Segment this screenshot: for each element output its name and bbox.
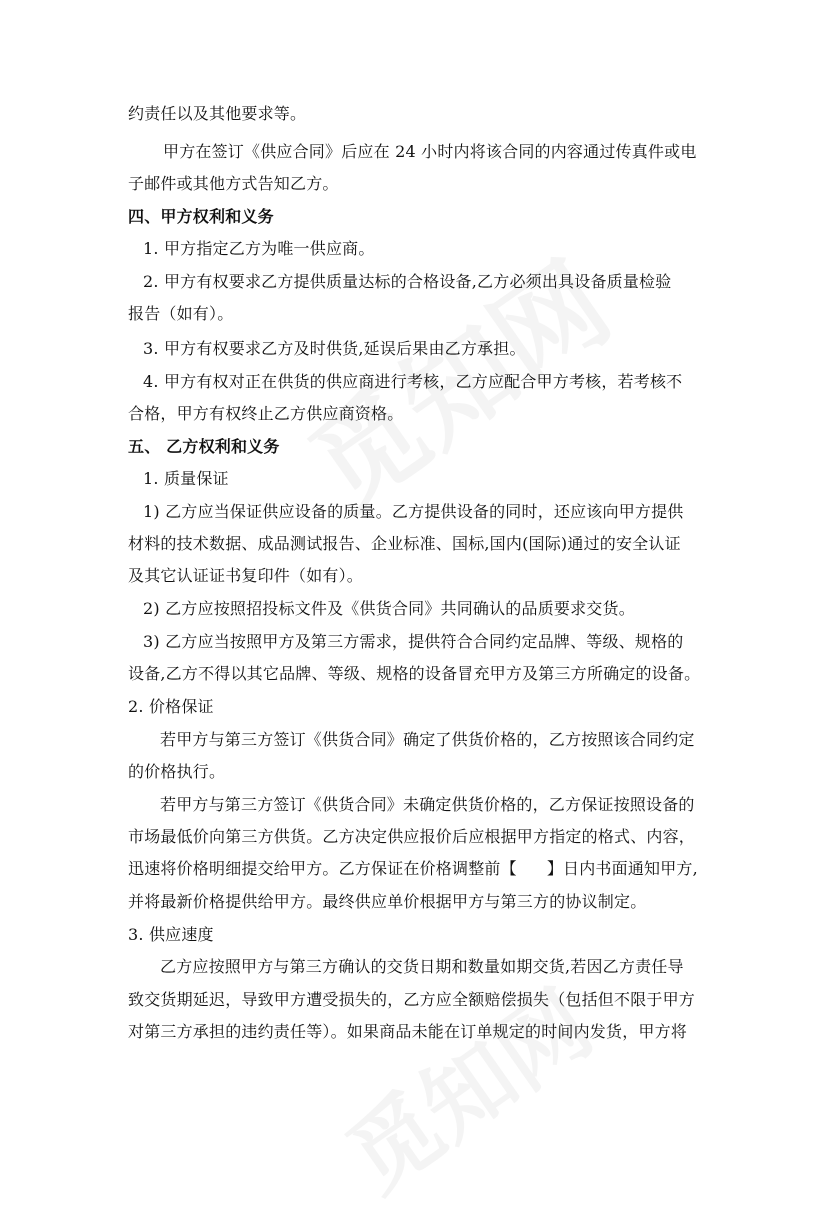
paragraph-line: 子邮件或其他方式告知乙方。 [128,174,339,193]
paragraph-line: 材料的技术数据、成品测试报告、企业标准、国标,国内(国际)通过的安全认证 [128,534,681,553]
paragraph-line: 及其它认证证书复印件（如有）。 [128,566,364,585]
section-heading-5: 五、 乙方权利和义务 [128,437,280,456]
paragraph-line: 对第三方承担的违约责任等）。如果商品未能在订单规定的时间内发货，甲方将 [128,1022,688,1041]
list-item: 2) 乙方应按照招投标文件及《供货合同》共同确认的品质要求交货。 [143,599,635,618]
paragraph-line: 乙方应按照甲方与第三方确认的交货日期和数量如期交货,若因乙方责任导 [160,957,684,976]
subsection-heading: 1. 质量保证 [143,469,229,488]
paragraph-line: 并将最新价格提供给甲方。最终供应单价根据甲方与第三方的协议制定。 [128,892,647,911]
list-item: 3. 甲方有权要求乙方及时供货,延误后果由乙方承担。 [143,339,526,358]
paragraph-line: 报告（如有）。 [128,304,234,323]
paragraph-line: 的价格执行。 [128,762,226,781]
list-item: 1. 甲方指定乙方为唯一供应商。 [143,239,375,258]
subsection-heading: 3. 供应速度 [128,925,214,944]
paragraph-line [128,859,698,879]
paragraph-line-part: 迅速将价格明细提交给甲方。乙方保证在价格调整前【 [128,859,517,878]
paragraph-line: 合格，甲方有权终止乙方供应商资格。 [128,404,404,423]
paragraph-line: 市场最低价向第三方供货。乙方决定供应报价后应根据甲方指定的格式、内容， [128,827,696,846]
list-item: 4. 甲方有权对正在供货的供应商进行考核，乙方应配合甲方考核，若考核不 [143,372,683,391]
paragraph-line: 设备,乙方不得以其它品牌、等级、规格的设备冒充甲方及第三方所确定的设备。 [128,664,701,683]
list-item: 1) 乙方应当保证供应设备的质量。乙方提供设备的同时，还应该向甲方提供 [143,502,684,521]
paragraph-line: 致交货期延迟，导致甲方遭受损失的，乙方应全额赔偿损失（包括但不限于甲方 [128,990,696,1009]
paragraph-line: 若甲方与第三方签订《供货合同》确定了供货价格的，乙方按照该合同约定 [160,730,695,749]
subsection-heading: 2. 价格保证 [128,697,214,716]
list-item: 3) 乙方应当按照甲方及第三方需求，提供符合合同约定品牌、等级、规格的 [143,632,684,651]
paragraph-line: 约责任以及其他要求等。 [128,104,307,123]
list-item: 2. 甲方有权要求乙方提供质量达标的合格设备,乙方必须出具设备质量检验 [143,272,672,291]
paragraph-line: 若甲方与第三方签订《供货合同》未确定供货价格的，乙方保证按照设备的 [160,795,695,814]
paragraph-line: 甲方在签订《供应合同》后应在 24 小时内将该合同的内容通过传真件或电 [163,142,697,161]
section-heading-4: 四、甲方权利和义务 [128,207,274,226]
paragraph-line-part: 】日内书面通知甲方, [546,859,698,878]
